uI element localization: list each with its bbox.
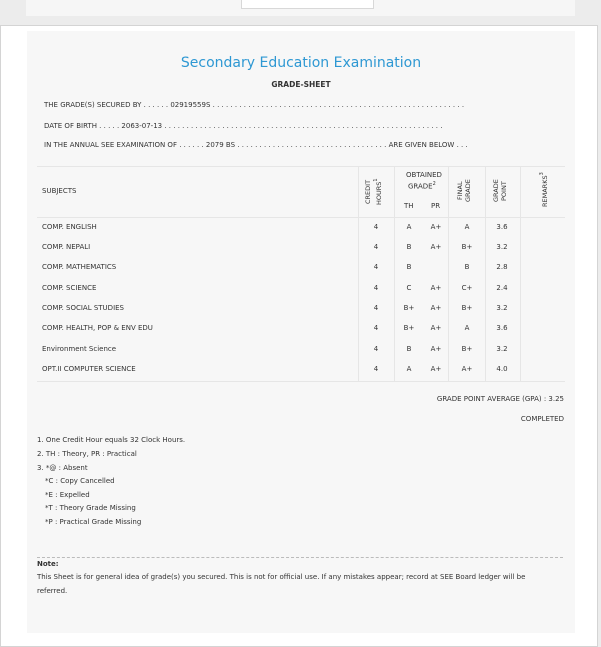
practical-grade: A+ bbox=[430, 304, 442, 312]
credit-hours: 4 bbox=[373, 365, 379, 373]
footnote-ref-3: 3 bbox=[539, 172, 545, 176]
credit-hours: 4 bbox=[373, 345, 379, 353]
final-grade: A+ bbox=[461, 365, 473, 373]
footnote-item: *T : Theory Grade Missing bbox=[45, 504, 136, 512]
date-of-birth-line: DATE OF BIRTH . . . . . 2063-07-13 . . . . . . . . . . . . . . . . . . . . . . . . . . . . . . . . . . . . . . . . . . . . . . . . . . . . . . . . . . . . . . . bbox=[44, 122, 443, 130]
footnote-item: 1. One Credit Hour equals 32 Clock Hours. bbox=[37, 436, 186, 444]
col-header-remarks bbox=[538, 170, 549, 210]
subject-name: COMP. SCIENCE bbox=[42, 284, 97, 292]
table-col-divider bbox=[358, 166, 359, 381]
table-col-divider bbox=[485, 166, 486, 381]
grade-point: 3.2 bbox=[496, 243, 508, 251]
grade-point: 2.8 bbox=[496, 263, 508, 271]
credit-hours: 4 bbox=[373, 284, 379, 292]
grade-point: 3.2 bbox=[496, 345, 508, 353]
final-grade: B+ bbox=[461, 243, 473, 251]
theory-grade: B+ bbox=[403, 324, 415, 332]
practical-grade: A+ bbox=[430, 324, 442, 332]
practical-grade: A+ bbox=[430, 284, 442, 292]
table-col-divider bbox=[520, 166, 521, 381]
table-bottom-border bbox=[37, 381, 565, 382]
subject-name: COMP. SOCIAL STUDIES bbox=[42, 304, 125, 312]
col-header-remarks-text: REMARKS bbox=[541, 175, 550, 208]
note-text-continued: referred. bbox=[37, 587, 68, 595]
credit-hours: 4 bbox=[373, 304, 379, 312]
practical-grade: A+ bbox=[430, 345, 442, 353]
col-header-grade bbox=[408, 181, 436, 190]
final-grade: B+ bbox=[461, 345, 473, 353]
credit-hours: 4 bbox=[373, 263, 379, 271]
exam-title: Secondary Education Examination bbox=[180, 55, 422, 71]
note-divider bbox=[37, 557, 563, 558]
grade-point: 2.4 bbox=[496, 284, 508, 292]
theory-grade: A bbox=[406, 365, 412, 373]
final-grade: B bbox=[464, 263, 470, 271]
subject-name: COMP. MATHEMATICS bbox=[42, 263, 117, 271]
credit-hours: 4 bbox=[373, 243, 379, 251]
col-header-grade-point: GRADE POINT bbox=[492, 179, 508, 203]
footnote-ref-2: 2 bbox=[432, 181, 436, 187]
grade-point: 3.2 bbox=[496, 304, 508, 312]
final-grade: C+ bbox=[461, 284, 473, 292]
final-grade: A bbox=[464, 324, 470, 332]
credit-hours: 4 bbox=[373, 324, 379, 332]
theory-grade: B bbox=[406, 345, 412, 353]
col-header-final-grade: FINAL GRADE bbox=[456, 179, 472, 203]
subject-name: COMP. NEPALI bbox=[42, 243, 91, 251]
final-grade: A bbox=[464, 223, 470, 231]
grade-point: 3.6 bbox=[496, 324, 508, 332]
subject-name: COMP. ENGLISH bbox=[42, 223, 97, 231]
grade-sheet-heading: GRADE-SHEET bbox=[271, 80, 331, 89]
theory-grade: A bbox=[406, 223, 412, 231]
theory-grade: B+ bbox=[403, 304, 415, 312]
note-text: This Sheet is for general idea of grade(s) you secured. This is not for official use. If any mistakes appear; record at SEE Board ledger will be bbox=[37, 573, 526, 581]
gpa-value: GRADE POINT AVERAGE (GPA) : 3.25 bbox=[436, 395, 564, 403]
grade-point: 3.6 bbox=[496, 223, 508, 231]
subject-name: COMP. HEALTH, POP & ENV EDU bbox=[42, 324, 153, 332]
subject-name: OPT.II COMPUTER SCIENCE bbox=[42, 365, 136, 373]
col-header-th: TH bbox=[404, 202, 414, 210]
final-grade: B+ bbox=[461, 304, 473, 312]
theory-grade: C bbox=[406, 284, 412, 292]
footnote-item: *P : Practical Grade Missing bbox=[45, 518, 142, 526]
grade-point: 4.0 bbox=[496, 365, 508, 373]
footnote-item: *C : Copy Cancelled bbox=[45, 477, 115, 485]
col-header-pr: PR bbox=[431, 202, 441, 210]
result-status: COMPLETED bbox=[520, 415, 564, 423]
practical-grade: A+ bbox=[430, 223, 442, 231]
secured-by-line: THE GRADE(S) SECURED BY . . . . . . 02919559S . . . . . . . . . . . . . . . . . . . . . . . . . . . . . . . . . . . . . . . . . . . . . . . . . . . . . . . . . bbox=[44, 101, 465, 109]
col-header-credit bbox=[364, 175, 383, 209]
theory-grade: B bbox=[406, 243, 412, 251]
note-label: Note: bbox=[37, 560, 59, 568]
grade-sheet bbox=[27, 31, 575, 633]
footnote-item: 3. *@ : Absent bbox=[37, 464, 88, 472]
exam-line: IN THE ANNUAL SEE EXAMINATION OF . . . . . . 2079 BS . . . . . . . . . . . . . . . . . . . . . . . . . . . . . . . . . . ARE GIVEN BELOW . . . bbox=[44, 141, 468, 149]
footnote-item: *E : Expelled bbox=[45, 491, 90, 499]
theory-grade: B bbox=[406, 263, 412, 271]
subject-name: Environment Science bbox=[42, 345, 117, 353]
footnote-ref-1: 1 bbox=[373, 178, 379, 182]
practical-grade: A+ bbox=[430, 243, 442, 251]
top-button-edge[interactable] bbox=[241, 0, 374, 9]
practical-grade: A+ bbox=[430, 365, 442, 373]
footnote-item: 2. TH : Theory, PR : Practical bbox=[37, 450, 137, 458]
col-header-obtained: OBTAINED bbox=[406, 171, 442, 179]
col-header-grade-text: GRADE bbox=[408, 182, 433, 191]
col-header-subjects: SUBJECTS bbox=[42, 187, 77, 195]
col-header-credit-text: CREDIT HOURS bbox=[364, 179, 384, 206]
credit-hours: 4 bbox=[373, 223, 379, 231]
